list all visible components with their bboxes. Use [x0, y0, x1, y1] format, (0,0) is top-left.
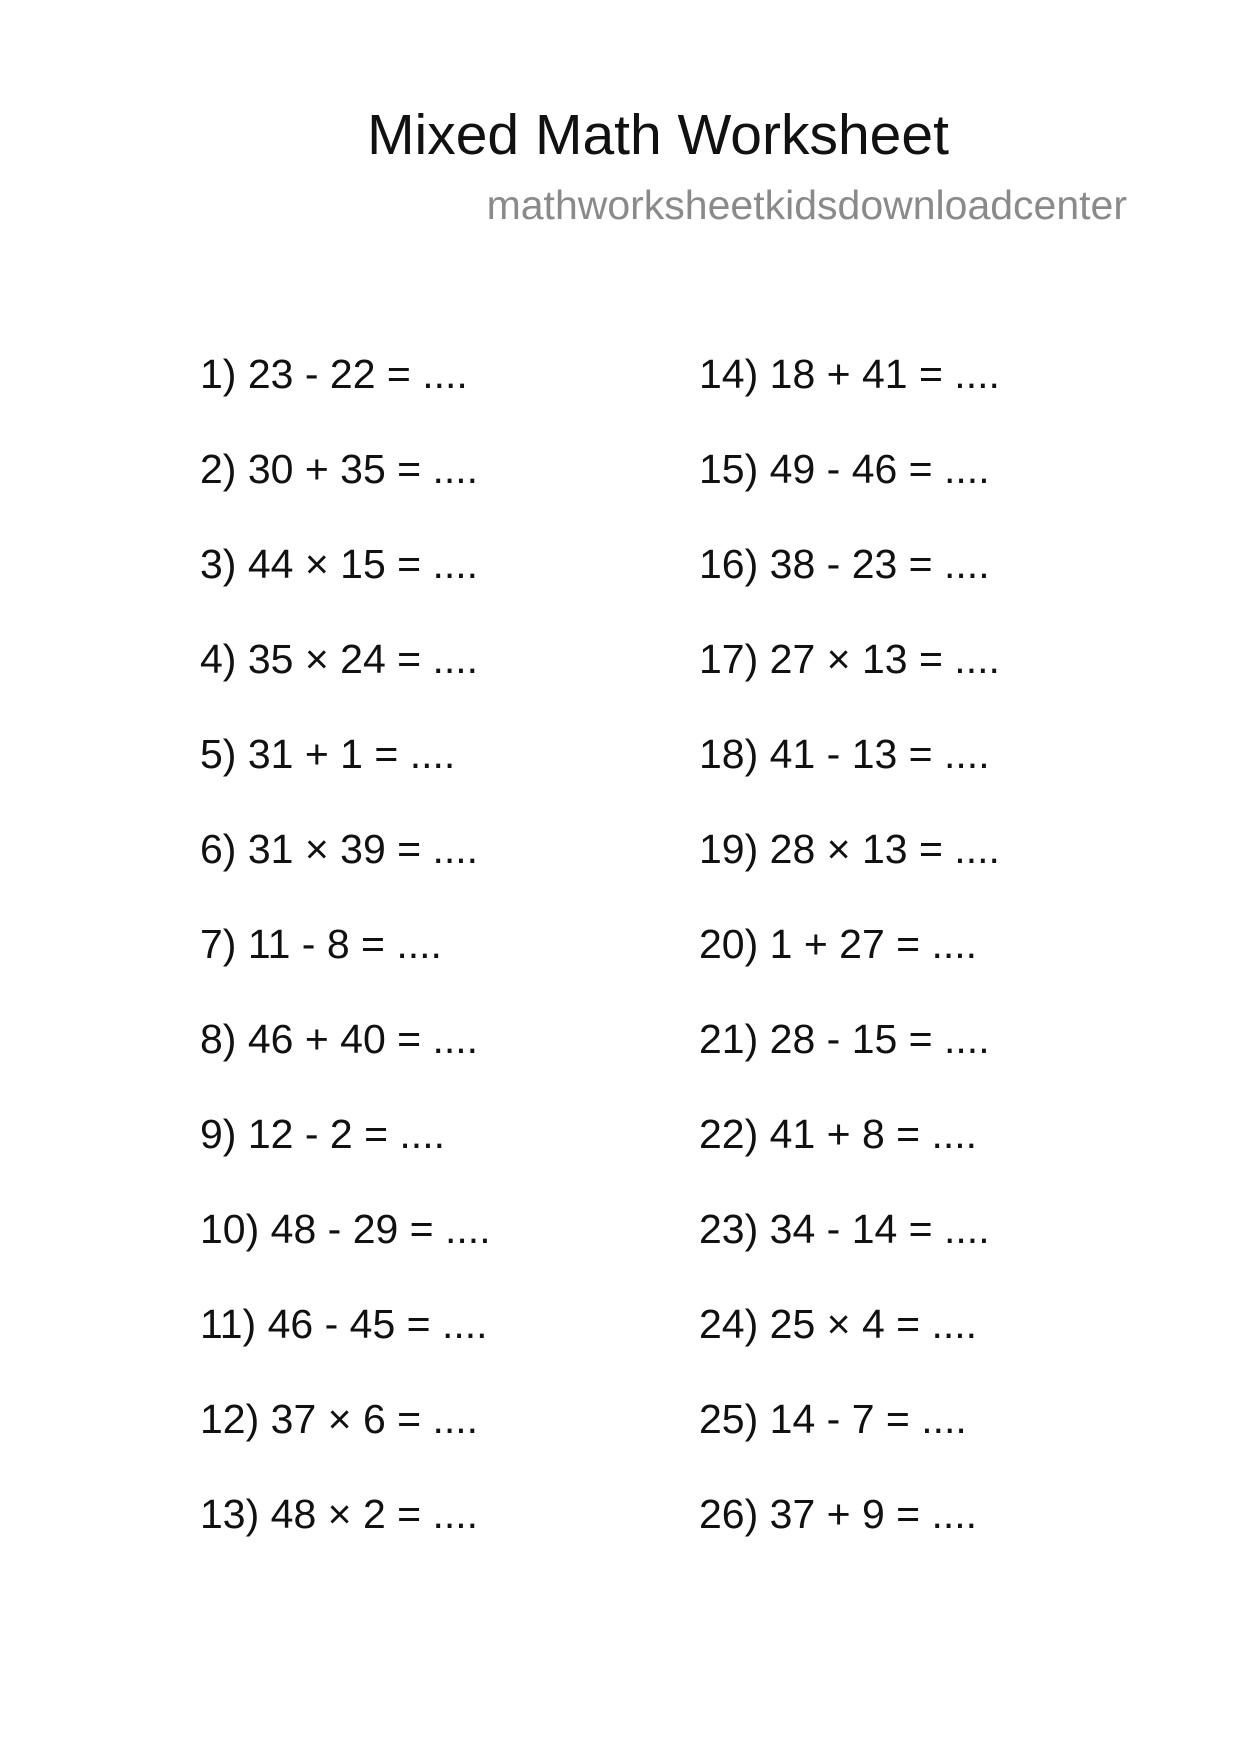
- problem-item: 11) 46 - 45 = ....: [200, 1301, 488, 1347]
- problem-item: 24) 25 × 4 = ....: [699, 1301, 978, 1347]
- right-problem-column: [699, 350, 1000, 1585]
- page-title: Mixed Math Worksheet: [367, 103, 949, 167]
- problem-item: 14) 18 + 41 = ....: [699, 351, 1000, 397]
- problem-item: 21) 28 - 15 = ....: [699, 1016, 990, 1062]
- problem-item: 18) 41 - 13 = ....: [699, 731, 990, 777]
- problem-item: 23) 34 - 14 = ....: [699, 1206, 990, 1252]
- problem-item: 1) 23 - 22 = ....: [200, 351, 468, 397]
- problem-item: 8) 46 + 40 = ....: [200, 1016, 479, 1062]
- problem-item: 15) 49 - 46 = ....: [699, 446, 990, 492]
- problem-item: 3) 44 × 15 = ....: [200, 541, 479, 587]
- problem-item: 7) 11 - 8 = ....: [200, 921, 442, 967]
- problem-item: 9) 12 - 2 = ....: [200, 1111, 445, 1157]
- problem-item: 16) 38 - 23 = ....: [699, 541, 990, 587]
- problem-item: 25) 14 - 7 = ....: [699, 1396, 967, 1442]
- problem-item: 20) 1 + 27 = ....: [699, 921, 978, 967]
- problem-item: 17) 27 × 13 = ....: [699, 636, 1000, 682]
- problem-item: 4) 35 × 24 = ....: [200, 636, 479, 682]
- page-subtitle: mathworksheetkidsdownloadcenter: [486, 182, 1127, 228]
- problem-item: 19) 28 × 13 = ....: [699, 826, 1000, 872]
- problem-item: 10) 48 - 29 = ....: [200, 1206, 491, 1252]
- problem-item: 5) 31 + 1 = ....: [200, 731, 456, 777]
- problem-item: 13) 48 × 2 = ....: [200, 1491, 479, 1537]
- problem-item: 22) 41 + 8 = ....: [699, 1111, 978, 1157]
- left-problem-column: [200, 350, 491, 1585]
- problem-item: 12) 37 × 6 = ....: [200, 1396, 479, 1442]
- problem-item: 26) 37 + 9 = ....: [699, 1491, 978, 1537]
- problem-item: 6) 31 × 39 = ....: [200, 826, 479, 872]
- problem-item: 2) 30 + 35 = ....: [200, 446, 479, 492]
